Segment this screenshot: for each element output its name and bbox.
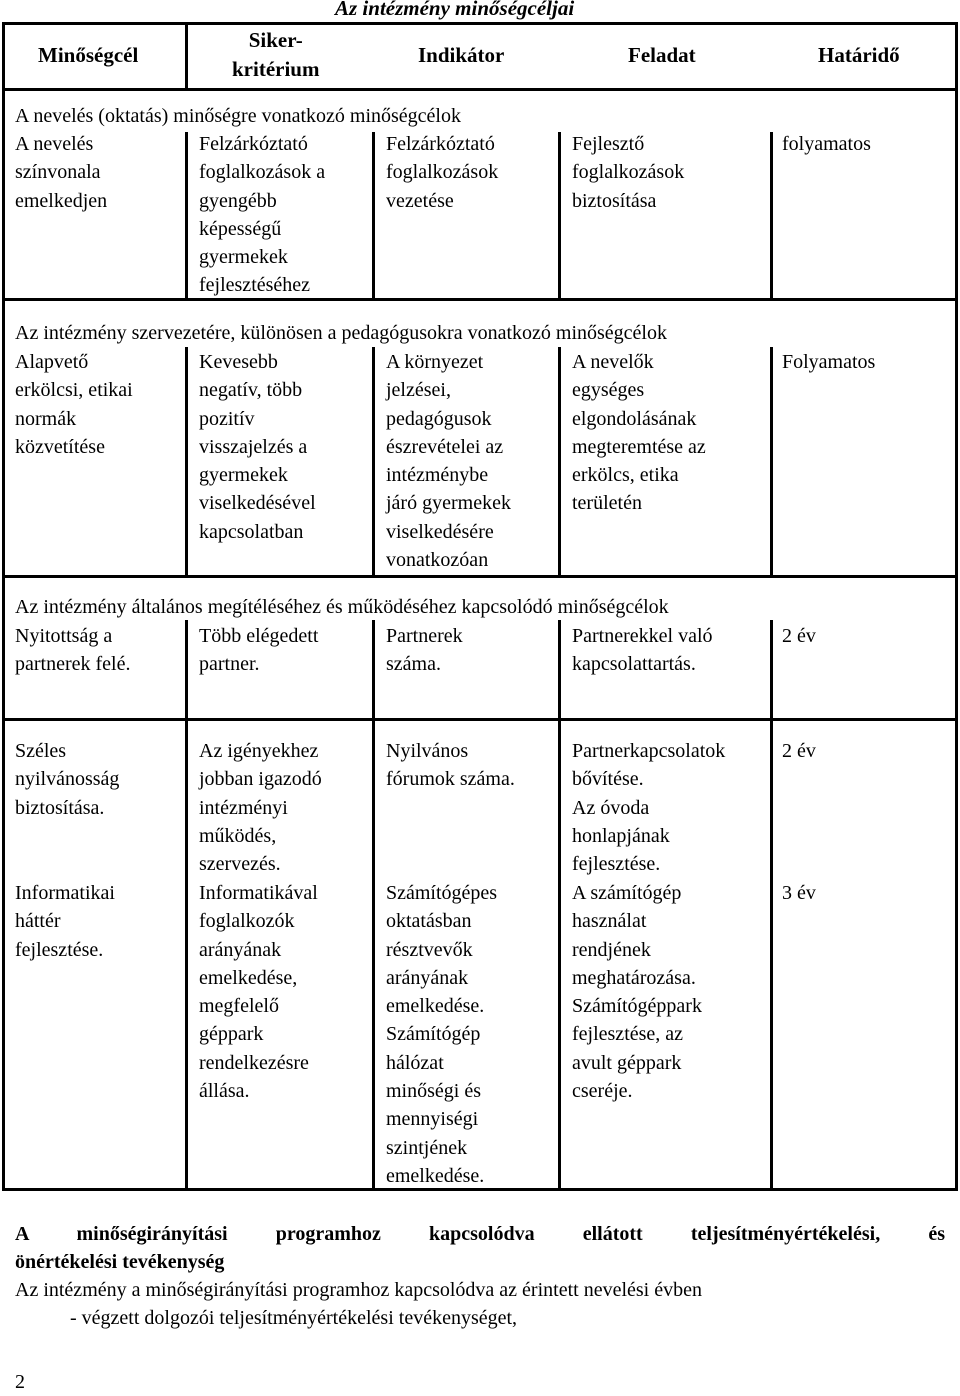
- cell-criterion: Felzárkóztató foglalkozások a gyengébb képességű gyermekek fejlesztéséhez: [199, 133, 326, 297]
- cell-indicator: Felzárkóztató foglalkozások vezetése: [386, 133, 499, 212]
- cell-criterion: Több elégedett partner.: [199, 625, 319, 676]
- cell-deadline: 2 év: [782, 740, 816, 762]
- cell-deadline: folyamatos: [782, 133, 871, 155]
- cell-task: A számítógép használat rendjének meghatározása. Számítógéppark fejlesztése, az avult géppark cseréje.: [572, 882, 702, 1103]
- cell-task: Partnerekkel való kapcsolattartás.: [572, 625, 713, 676]
- header-criterion: Siker- kritérium: [232, 28, 320, 81]
- cell-goal: A nevelés színvonala emelkedjen: [15, 133, 108, 212]
- cell-goal: Informatikai háttér fejlesztése.: [15, 882, 115, 961]
- note-heading: A minőségirányítási programhoz kapcsolódva ellátott teljesítményértékelési, és: [15, 1223, 945, 1245]
- header-deadline: Határidő: [818, 43, 900, 67]
- cell-indicator: Partnerek száma.: [386, 625, 463, 676]
- note-bullet-item: - végzett dolgozói teljesítményértékelési tevékenységet,: [70, 1307, 518, 1329]
- page-number: 2: [15, 1371, 25, 1393]
- cell-indicator: Számítógépes oktatásban résztvevők arányának emelkedése. Számítógép hálózat minőségi és mennyiségi szintjének emelkedése.: [386, 882, 498, 1187]
- header-task: Feladat: [628, 43, 696, 67]
- section-title: Az intézmény általános megítéléséhez és működéséhez kapcsolódó minőségcélok: [15, 596, 669, 618]
- cell-task: A nevelők egységes elgondolásának megteremtése az erkölcs, etika területén: [572, 351, 706, 515]
- cell-criterion: Informatikával foglalkozók arányának emelkedése, megfelelő géppark rendelkezésre állása.: [199, 882, 318, 1103]
- header-indicator: Indikátor: [418, 43, 505, 67]
- cell-goal: Nyitottság a partnerek felé.: [15, 625, 131, 676]
- header-goal: Minőségcél: [38, 43, 139, 67]
- table-caption: Az intézmény minőségcéljai: [335, 0, 575, 20]
- note-heading-continued: önértékelési tevékenység: [15, 1251, 225, 1273]
- cell-indicator: A környezet jelzései, pedagógusok észrevételei az intézménybe járó gyermekek viselkedésére vonatkozóan: [386, 351, 511, 572]
- cell-criterion: Az igényekhez jobban igazodó intézményi működés, szervezés.: [199, 740, 322, 876]
- note-section: [15, 1220, 945, 1332]
- section-title: A nevelés (oktatás) minőségre vonatkozó minőségcélok: [15, 105, 461, 127]
- cell-deadline: Folyamatos: [782, 351, 876, 373]
- cell-deadline: 2 év: [782, 625, 816, 647]
- cell-goal: Alapvető erkölcsi, etikai normák közvetítése: [15, 351, 133, 458]
- cell-indicator: Nyilvános fórumok száma.: [386, 740, 515, 791]
- cell-deadline: 3 év: [782, 882, 816, 904]
- note-intro: Az intézmény a minőségirányítási programhoz kapcsolódva az érintett nevelési évben: [15, 1279, 702, 1301]
- cell-criterion: Kevesebb negatív, több pozitív visszajelzés a gyermekek viselkedésével kapcsolatban: [199, 351, 316, 543]
- cell-goal: Széles nyilvánosság biztosítása.: [15, 740, 120, 819]
- section-title: Az intézmény szervezetére, különösen a pedagógusokra vonatkozó minőségcélok: [15, 322, 667, 344]
- cell-task: Fejlesztő foglalkozások biztosítása: [572, 133, 685, 212]
- cell-task: Partnerkapcsolatok bővítése. Az óvoda honlapjának fejlesztése.: [572, 740, 726, 876]
